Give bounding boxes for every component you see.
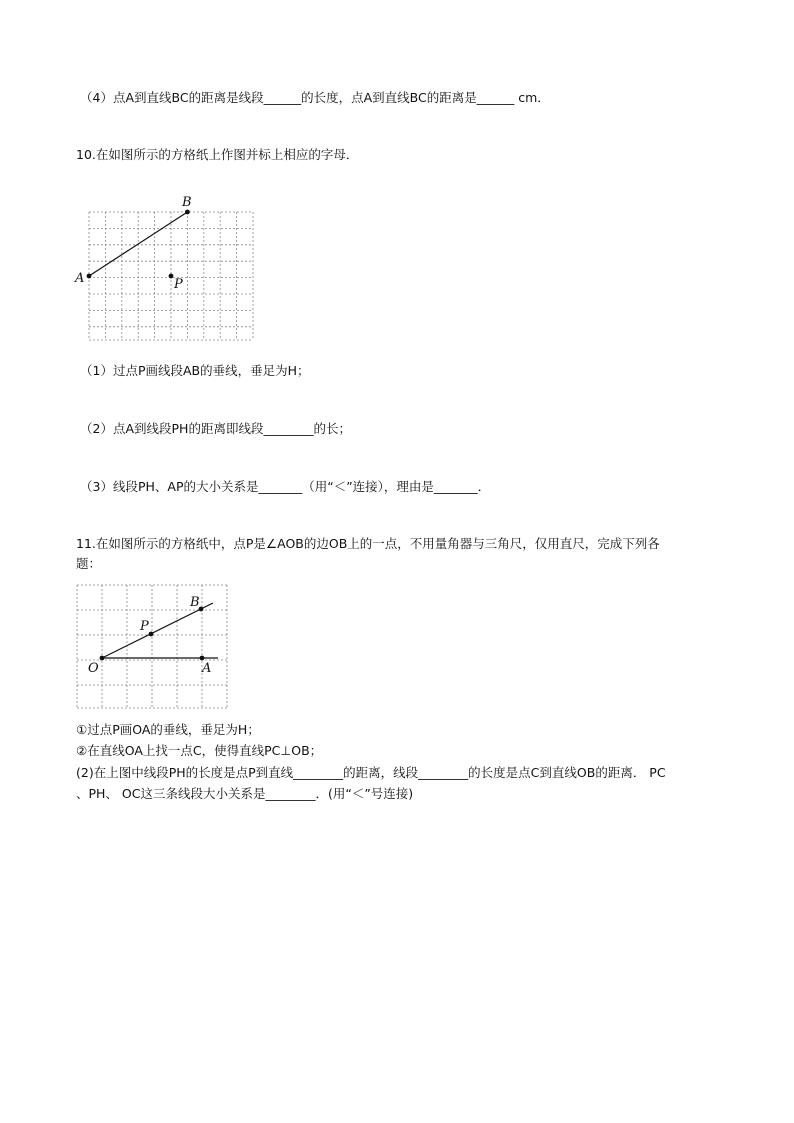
- q11-ray-ob: [102, 603, 213, 658]
- q11-label-a: A: [202, 661, 212, 676]
- q10-label-p: P: [174, 277, 183, 292]
- q10-part3: （3）线段PH、AP的大小关系是_______（用“＜”连接），理由是_______．: [80, 479, 491, 494]
- q9-part4: （4）点A到直线BC的距离是线段______的长度，点A到直线BC的距离是______ cm．: [80, 90, 550, 105]
- q11-point-a: [200, 656, 205, 661]
- q11-grid: [77, 585, 227, 708]
- q10-figure: [70, 190, 270, 350]
- q11-item3-line2: 、PH、 OC这三条线段大小关系是________．(用“＜”号连接): [76, 786, 414, 801]
- q11-item2: ②在直线OA上找一点C，使得直线PC⊥OB；: [76, 743, 323, 758]
- q11-figure: [70, 578, 240, 718]
- q10-part2: （2）点A到线段PH的距离即线段________的长；: [80, 421, 351, 436]
- q11-item3-line1: (2)在上图中线段PH的长度是点P到直线________的距离，线段________的长度是点C到直线OB的距离． PC: [76, 765, 666, 780]
- q10-part1: （1）过点P画线段AB的垂线，垂足为H；: [80, 363, 310, 378]
- q10-point-b: [185, 210, 190, 215]
- q11-label-p: P: [140, 619, 149, 634]
- q10-label-b: B: [182, 195, 192, 210]
- q11-point-p: [149, 632, 154, 637]
- q11-item1: ①过点P画OA的垂线，垂足为H；: [76, 722, 260, 737]
- q11-stem-line2: 题：: [76, 556, 102, 571]
- q10-point-p: [169, 274, 174, 279]
- q10-label-a: A: [75, 271, 85, 286]
- q11-label-b: B: [190, 595, 200, 610]
- q11-point-o: [100, 656, 105, 661]
- q11-stem-line1: 11.在如图所示的方格纸中，点P是∠AOB的边OB上的一点，不用量角器与三角尺，仅用直尺，完成下列各: [76, 536, 660, 551]
- q11-label-o: O: [88, 661, 99, 676]
- q10-point-a: [87, 274, 92, 279]
- q10-stem: 10.在如图所示的方格纸上作图并标上相应的字母．: [76, 147, 359, 162]
